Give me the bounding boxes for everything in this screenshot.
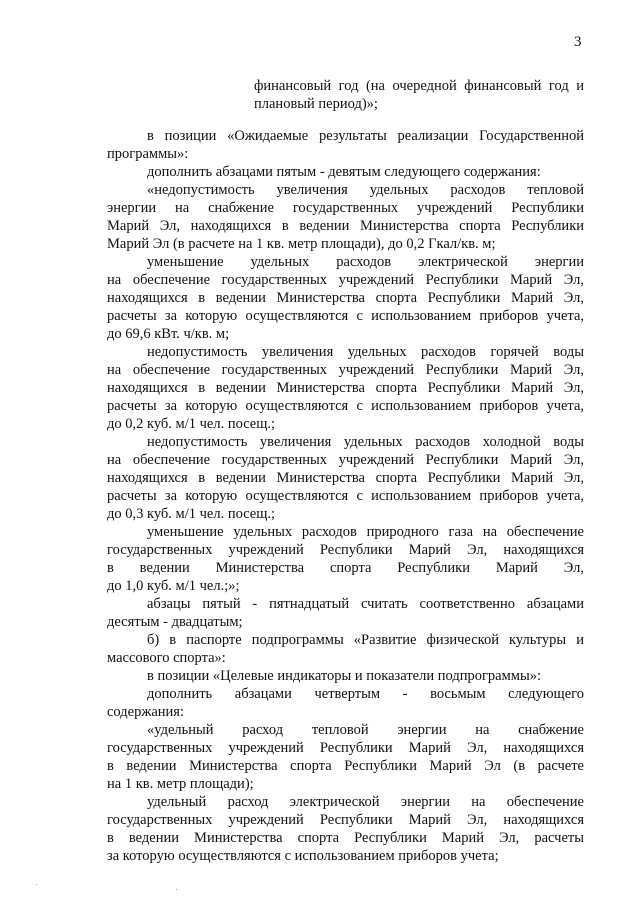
text-line: государственных учреждений Республики Марий Эл, находящихся [107, 542, 584, 558]
text-line: абзацы пятый - пятнадцатый считать соответственно абзацами [147, 596, 584, 612]
text-line: Марий Эл, находящихся в ведении Министерства спорта Республики [107, 218, 584, 234]
text-line: «недопустимость увеличения удельных расходов тепловой [147, 182, 584, 198]
page-number: 3 [574, 34, 582, 50]
text-line: на обеспечение государственных учреждений Республики Марий Эл, [107, 272, 584, 288]
text-line: до 0,3 куб. м/1 чел. посещ.; [107, 506, 276, 522]
text-line: находящихся в ведении Министерства спорта Республики Марий Эл, [107, 380, 584, 396]
text-line: до 1,0 куб. м/1 чел.;»; [107, 578, 240, 594]
text-line: недопустимость увеличения удельных расходов горячей воды [147, 344, 584, 360]
text-line: расчеты за которую осуществляются с использованием приборов учета, [107, 398, 584, 414]
text-line: программы»: [107, 146, 189, 162]
text-line: в позиции «Ожидаемые результаты реализации Государственной [147, 128, 584, 144]
text-line: содержания: [107, 704, 185, 720]
text-line: государственных учреждений Республики Марий Эл, находящихся [107, 740, 584, 756]
text-line: находящихся в ведении Министерства спорта Республики Марий Эл, [107, 290, 584, 306]
text-line: недопустимость увеличения удельных расходов холодной воды [147, 434, 584, 450]
text-line: на 1 кв. метр площади); [107, 776, 254, 792]
text-line: на обеспечение государственных учреждений Республики Марий Эл, [107, 452, 584, 468]
text-line: Марий Эл (в расчете на 1 кв. метр площади), до 0,2 Гкал/кв. м; [107, 236, 496, 252]
text-line: находящихся в ведении Министерства спорта Республики Марий Эл, [107, 470, 584, 486]
text-line: до 69,6 кВт. ч/кв. м; [107, 326, 230, 342]
text-line: массового спорта»: [107, 650, 226, 666]
text-line: дополнить абзацами четвертым - восьмым следующего [147, 686, 584, 702]
text-line: в позиции «Целевые индикаторы и показатели подпрограммы»: [147, 668, 541, 684]
text-line: расчеты за которую осуществляются с использованием приборов учета, [107, 308, 584, 324]
text-line: плановый период)»; [254, 96, 378, 112]
text-line: до 0,2 куб. м/1 чел. посещ.; [107, 416, 276, 432]
scan-speck [36, 884, 37, 885]
text-line: уменьшение удельных расходов природного газа на обеспечение [147, 524, 584, 540]
text-line: на обеспечение государственных учреждений Республики Марий Эл, [107, 362, 584, 378]
text-line: финансовый год (на очередной финансовый год и [254, 78, 584, 94]
text-line: дополнить абзацами пятым - девятым следующего содержания: [147, 164, 541, 180]
scan-speck [176, 889, 177, 890]
text-line: в ведении Министерства спорта Республики Марий Эл, расчеты [107, 830, 584, 846]
text-line: в ведении Министерства спорта Республики Марий Эл, [107, 560, 584, 576]
text-line: удельный расход электрической энергии на обеспечение [147, 794, 584, 810]
text-line: «удельный расход тепловой энергии на снабжение [147, 722, 584, 738]
text-line: б) в паспорте подпрограммы «Развитие физической культуры и [147, 632, 584, 648]
text-line: в ведении Министерства спорта Республики Марий Эл (в расчете [107, 758, 584, 774]
text-line: уменьшение удельных расходов электрической энергии [147, 254, 584, 270]
text-line: десятым - двадцатым; [107, 614, 243, 630]
text-line: за которую осуществляются с использованием приборов учета; [107, 848, 499, 864]
text-line: энергии на снабжение государственных учреждений Республики [107, 200, 584, 216]
text-line: государственных учреждений Республики Марий Эл, находящихся [107, 812, 584, 828]
text-line: расчеты за которую осуществляются с использованием приборов учета, [107, 488, 584, 504]
